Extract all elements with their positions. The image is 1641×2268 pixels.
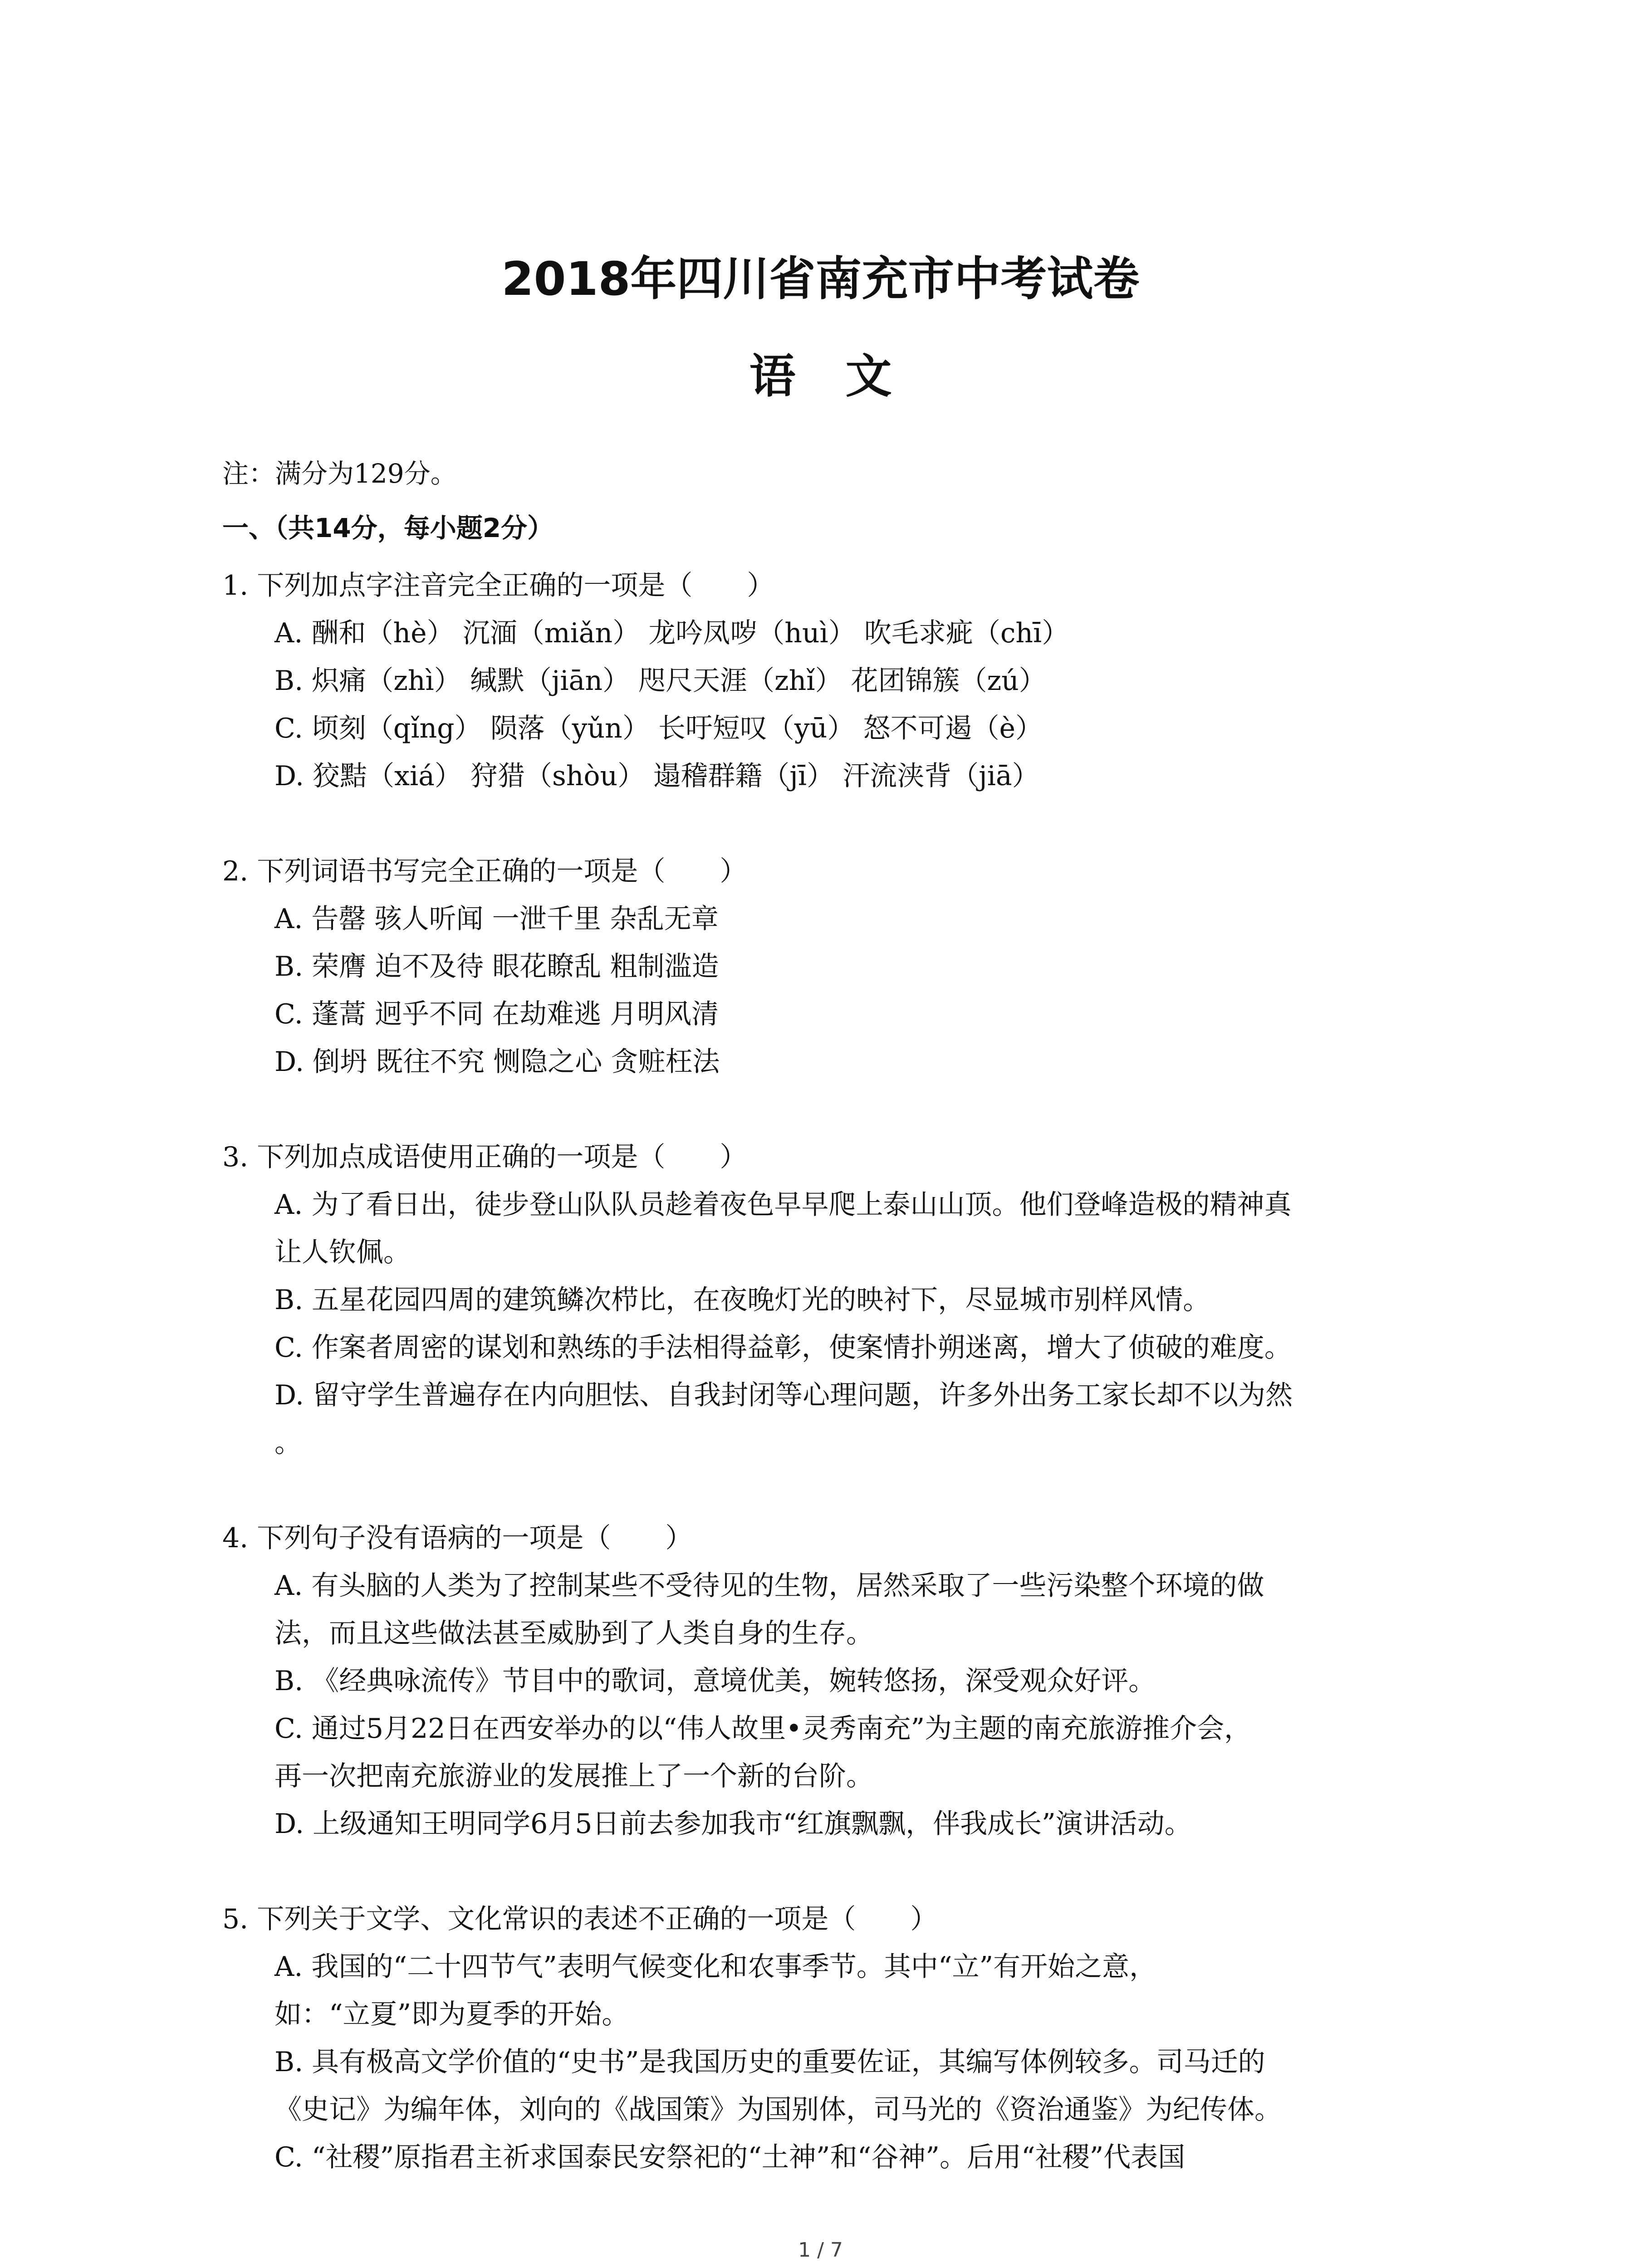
question-5-option-a-cont: 如：“立夏”即为夏季的开始。 [274, 1999, 629, 2030]
question-3-option-a-cont: 让人钦佩。 [274, 1237, 411, 1268]
question-3-option-d-cont: 。 [274, 1427, 302, 1459]
page-number: 1 / 7 [798, 2239, 843, 2262]
question-1-option-a: A. 酬和（hè） 沉湎（miǎn） 龙吟凤哕（huì） 吹毛求疵（chī） [274, 617, 1069, 649]
question-2-option-b: B. 荣膺 迫不及待 眼花瞭乱 粗制滥造 [274, 951, 719, 982]
question-5-option-a: A. 我国的“二十四节气”表明气候变化和农事季节。其中“立”有开始之意， [274, 1951, 1157, 1983]
question-3-option-b: B. 五星花园四周的建筑鳞次栉比，在夜晚灯光的映衬下，尽显城市别样风情。 [274, 1284, 1210, 1316]
question-4-option-c: C. 通过5月22日在西安举办的以“伟人故里•灵秀南充”为主题的南充旅游推介会， [274, 1713, 1252, 1745]
question-3-stem: 3. 下列加点成语使用正确的一项是（ ） [222, 1141, 747, 1173]
question-2-stem: 2. 下列词语书写完全正确的一项是（ ） [222, 855, 747, 887]
question-5-stem: 5. 下列关于文学、文化常识的表述不正确的一项是（ ） [222, 1903, 938, 1935]
question-5-option-b: B. 具有极高文学价值的“史书”是我国历史的重要佐证，其编写体例较多。司马迁的 [274, 2046, 1265, 2078]
question-4-option-b: B. 《经典咏流传》节目中的歌词，意境优美，婉转悠扬，深受观众好评。 [274, 1665, 1156, 1697]
question-4-option-a: A. 有头脑的人类为了控制某些不受待见的生物，居然采取了一些污染整个环境的做 [274, 1570, 1264, 1602]
question-4-option-d: D. 上级通知王明同学6月5日前去参加我市“红旗飘飘，伴我成长”演讲活动。 [274, 1808, 1192, 1840]
subject-title: 语文 [749, 350, 942, 404]
question-3-option-c: C. 作案者周密的谋划和熟练的手法相得益彰，使案情扑朔迷离，增大了侦破的难度。 [274, 1332, 1292, 1364]
question-1-option-d: D. 狡黠（xiá） 狩猎（shòu） 遢稽群籍（jī） 汗流浃背（jiā） [274, 760, 1039, 792]
score-note: 注：满分为129分。 [222, 458, 457, 489]
question-2-option-c: C. 蓬蒿 迥乎不同 在劫难逃 月明风清 [274, 998, 719, 1030]
question-4-option-a-cont: 法，而且这些做法甚至威胁到了人类自身的生存。 [274, 1618, 873, 1649]
question-3-option-a: A. 为了看日出，徒步登山队队员趁着夜色早早爬上泰山山顶。他们登峰造极的精神真 [274, 1189, 1292, 1221]
question-2-option-d: D. 倒坍 既往不究 恻隐之心 贪赃枉法 [274, 1046, 720, 1078]
question-5-option-b-cont: 《史记》为编年体，刘向的《战国策》为国别体，司马光的《资治通鉴》为纪传体。 [274, 2094, 1282, 2126]
question-4-option-c-cont: 再一次把南充旅游业的发展推上了一个新的台阶。 [274, 1760, 873, 1792]
question-1-stem: 1. 下列加点字注音完全正确的一项是（ ） [222, 570, 774, 601]
question-3-option-d: D. 留守学生普遍存在内向胆怯、自我封闭等心理问题，许多外出务工家长却不以为然 [274, 1379, 1293, 1411]
page-title: 2018年四川省南充市中考试卷 [501, 252, 1140, 306]
question-1-option-c: C. 顷刻（qǐng） 陨落（yǔn） 长吁短叹（yū） 怒不可遏（è） [274, 713, 1043, 744]
question-4-stem: 4. 下列句子没有语病的一项是（ ） [222, 1522, 693, 1554]
question-5-option-c: C. “社稷”原指君主祈求国泰民安祭祀的“土神”和“谷神”。后用“社稷”代表国 [274, 2141, 1185, 2173]
section-heading: 一、（共14分，每小题2分） [222, 513, 554, 543]
question-2-option-a: A. 告罄 骇人听闻 一泄千里 杂乱无章 [274, 903, 719, 935]
question-1-option-b: B. 炽痛（zhì） 缄默（jiān） 咫尺天涯（zhǐ） 花团锦簇（zú） [274, 665, 1046, 697]
